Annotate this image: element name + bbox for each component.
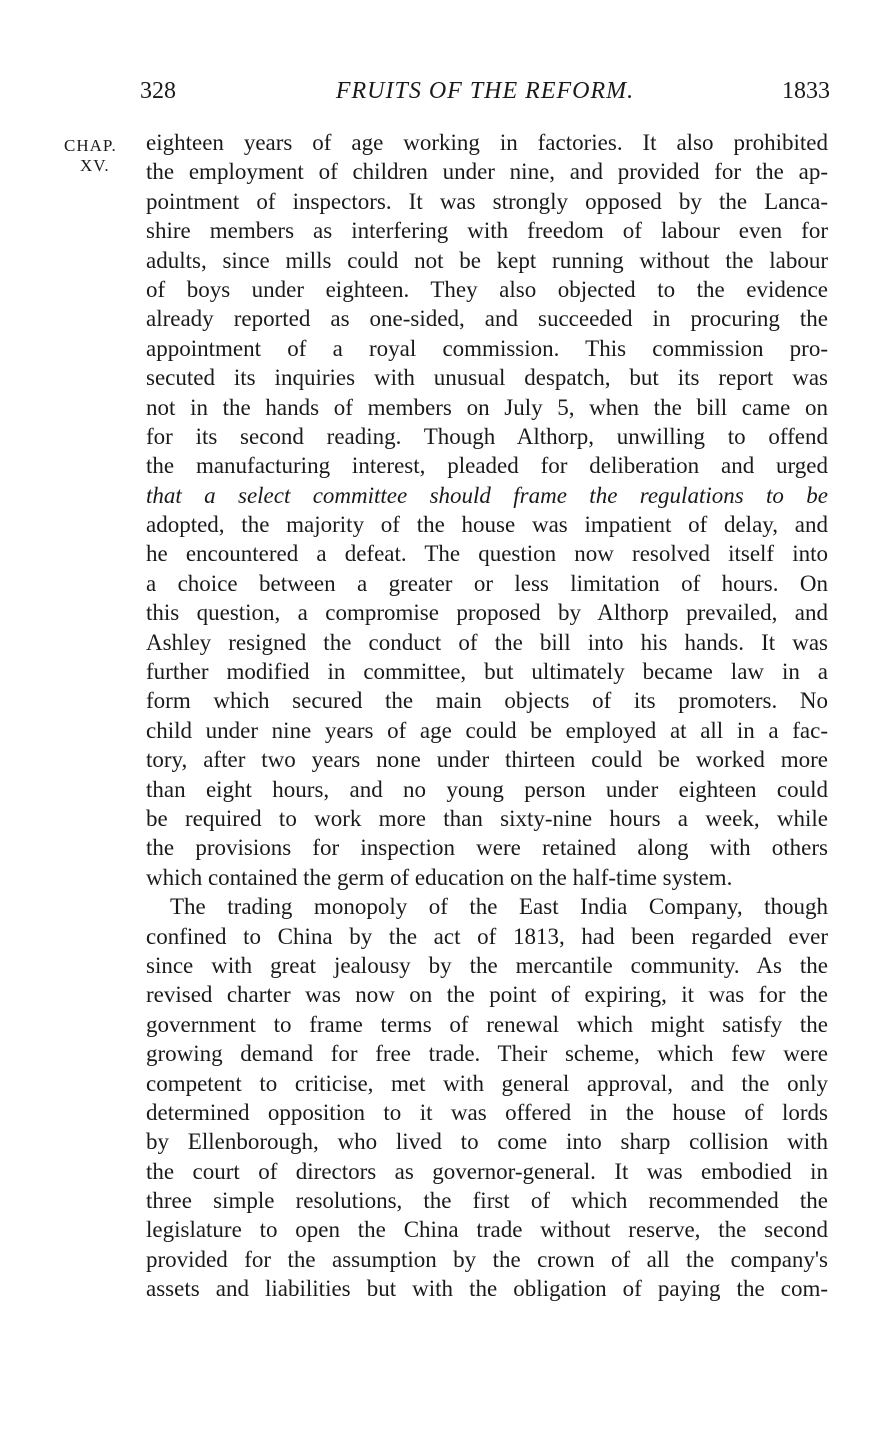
text-line: determined opposition to it was offered in the house of lords	[146, 1099, 828, 1125]
text-line: already reported as one-sided, and succeeded in procuring the	[146, 306, 828, 332]
page-number: 328	[140, 78, 176, 104]
text-line: a choice between a greater or less limitation of hours. On	[146, 570, 828, 596]
chapter-number: XV.	[80, 156, 110, 175]
text-line: of boys under eighteen. They also objected to the evidence	[146, 276, 828, 302]
running-title: FRUITS OF THE REFORM.	[335, 78, 635, 104]
text-line: growing demand for free trade. Their scheme, which few were	[146, 1041, 828, 1067]
text-line: adults, since mills could not be kept running without the labour	[146, 247, 828, 273]
text-line: legislature to open the China trade without reserve, the second	[146, 1217, 828, 1243]
text-line: competent to criticise, met with general approval, and the only	[146, 1070, 828, 1096]
text-line: the manufacturing interest, pleaded for deliberation and urged	[146, 453, 828, 479]
text-line: secuted its inquiries with unusual despatch, but its report was	[146, 365, 828, 391]
text-line: tory, after two years none under thirteen could be worked more	[146, 747, 828, 773]
text-line: further modified in committee, but ultimately became law in a	[146, 659, 828, 685]
text-line: confined to China by the act of 1813, had been regarded ever	[146, 923, 828, 949]
text-line: by Ellenborough, who lived to come into sharp collision with	[146, 1129, 828, 1155]
text-line: child under nine years of age could be employed at all in a fac-	[146, 717, 828, 743]
text-line: government to frame terms of renewal which might satisfy the	[146, 1011, 828, 1037]
text-line: three simple resolutions, the first of which recommended the	[146, 1188, 828, 1214]
text-line: the employment of children under nine, and provided for the ap-	[146, 159, 828, 185]
running-head	[140, 78, 830, 112]
text-line: be required to work more than sixty-nine hours a week, while	[146, 805, 828, 831]
body-text	[146, 128, 828, 1304]
text-line: form which secured the main objects of its promoters. No	[146, 688, 828, 714]
text-line: The trading monopoly of the East India Company, though	[170, 894, 828, 920]
text-line: which contained the germ of education on the half-time system.	[146, 864, 733, 890]
text-line: for its second reading. Though Althorp, unwilling to offend	[146, 423, 828, 449]
text-line: he encountered a defeat. The question now resolved itself into	[146, 541, 828, 567]
text-line: since with great jealousy by the mercantile community. As the	[146, 952, 828, 978]
text-line: than eight hours, and no young person under eighteen could	[146, 776, 828, 802]
text-line: provided for the assumption by the crown of all the company's	[146, 1246, 828, 1272]
text-line: the provisions for inspection were retained along with others	[146, 835, 828, 861]
text-line: that a select committee should frame the regulations to be	[146, 482, 828, 508]
text-line: shire members as interfering with freedom of labour even for	[146, 218, 828, 244]
chapter-label-text: CHAP.	[64, 136, 117, 155]
text-line: Ashley resigned the conduct of the bill into his hands. It was	[146, 629, 828, 655]
chapter-marginal-label	[64, 136, 144, 176]
text-line: revised charter was now on the point of expiring, it was for the	[146, 982, 828, 1008]
text-line: assets and liabilities but with the obligation of paying the com-	[146, 1276, 828, 1302]
text-line: this question, a compromise proposed by Althorp prevailed, and	[146, 600, 828, 626]
text-line: eighteen years of age working in factories. It also prohibited	[146, 130, 828, 155]
text-line: not in the hands of members on July 5, when the bill came on	[146, 394, 828, 420]
running-year: 1833	[782, 78, 830, 104]
text-line: appointment of a royal commission. This commission pro-	[146, 335, 828, 361]
text-line: pointment of inspectors. It was strongly opposed by the Lanca-	[146, 188, 828, 214]
text-line: adopted, the majority of the house was impatient of delay, and	[146, 512, 828, 538]
text-line: the court of directors as governor-general. It was embodied in	[146, 1158, 828, 1184]
